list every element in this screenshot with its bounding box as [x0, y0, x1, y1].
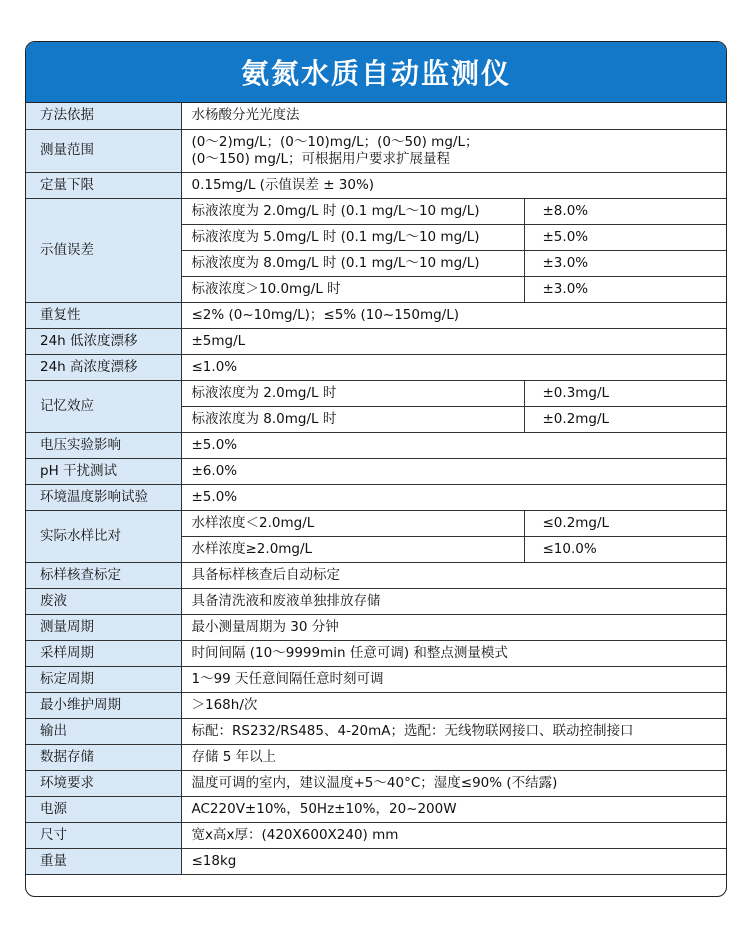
spec-card — [25, 41, 727, 897]
row-value: 时间间隔 (10～9999min 任意可调) 和整点测量模式 — [181, 640, 726, 666]
row-label: 标样核查标定 — [26, 562, 181, 588]
row-label: 电压实验影响 — [26, 432, 181, 458]
row-label: 废液 — [26, 588, 181, 614]
row-value: 具备标样核查后自动标定 — [181, 562, 726, 588]
row-label: 尺寸 — [26, 822, 181, 848]
row-value — [181, 129, 726, 172]
row-value: ±3.0% — [524, 276, 726, 302]
range-line-1: (0～2)mg/L；(0～10)mg/L；(0～50) mg/L； — [191, 133, 479, 150]
table-row — [26, 770, 726, 796]
row-value: 标配：RS232/RS485、4-20mA；选配：无线物联网接口、联动控制接口 — [181, 718, 726, 744]
row-label: 定量下限 — [26, 172, 181, 198]
page-title: 氨氮水质自动监测仪 — [26, 42, 726, 103]
table-row — [26, 302, 726, 328]
row-label: 24h 高浓度漂移 — [26, 354, 181, 380]
table-row — [26, 328, 726, 354]
table-row — [26, 796, 726, 822]
row-condition: 标液浓度＞10.0mg/L 时 — [181, 276, 524, 302]
row-value: ±8.0% — [524, 198, 726, 224]
row-condition: 水样浓度≥2.0mg/L — [181, 536, 524, 562]
row-condition: 标液浓度为 5.0mg/L 时 (0.1 mg/L～10 mg/L) — [181, 224, 524, 250]
row-value: ±0.2mg/L — [524, 406, 726, 432]
table-row — [26, 640, 726, 666]
row-label: 输出 — [26, 718, 181, 744]
row-value: ≤1.0% — [181, 354, 726, 380]
row-value: ±5.0% — [181, 484, 726, 510]
row-label: 重量 — [26, 848, 181, 874]
row-value: ±3.0% — [524, 250, 726, 276]
row-label: 24h 低浓度漂移 — [26, 328, 181, 354]
row-value: ≤10.0% — [524, 536, 726, 562]
row-label: 最小维护周期 — [26, 692, 181, 718]
row-label: 方法依据 — [26, 103, 181, 129]
table-row — [26, 458, 726, 484]
spec-table — [26, 103, 726, 875]
row-value: ≤2% (0~10mg/L)；≤5% (10~150mg/L) — [181, 302, 726, 328]
table-row — [26, 692, 726, 718]
table-row — [26, 848, 726, 874]
row-value: ＞168h/次 — [181, 692, 726, 718]
row-label: 记忆效应 — [26, 380, 181, 432]
table-row — [26, 744, 726, 770]
row-label: 实际水样比对 — [26, 510, 181, 562]
row-value: 存储 5 年以上 — [181, 744, 726, 770]
table-row — [26, 432, 726, 458]
row-label: 数据存储 — [26, 744, 181, 770]
row-label: 电源 — [26, 796, 181, 822]
table-row — [26, 588, 726, 614]
table-row — [26, 666, 726, 692]
table-row — [26, 484, 726, 510]
table-row — [26, 354, 726, 380]
row-label: 采样周期 — [26, 640, 181, 666]
row-value: ±5mg/L — [181, 328, 726, 354]
table-row — [26, 822, 726, 848]
row-condition: 标液浓度为 8.0mg/L 时 — [181, 406, 524, 432]
table-row — [26, 198, 726, 224]
table-row — [26, 562, 726, 588]
row-condition: 标液浓度为 8.0mg/L 时 (0.1 mg/L～10 mg/L) — [181, 250, 524, 276]
table-row — [26, 172, 726, 198]
row-value: 水杨酸分光光度法 — [181, 103, 726, 129]
row-value: 1～99 天任意间隔任意时刻可调 — [181, 666, 726, 692]
row-label: 示值误差 — [26, 198, 181, 302]
table-row — [26, 103, 726, 129]
row-value: AC220V±10%，50Hz±10%，20~200W — [181, 796, 726, 822]
range-line-2: (0～150) mg/L；可根据用户要求扩展量程 — [191, 150, 450, 167]
row-value: 0.15mg/L (示值误差 ± 30%) — [181, 172, 726, 198]
row-label: 环境要求 — [26, 770, 181, 796]
row-value: 宽x高x厚：(420X600X240) mm — [181, 822, 726, 848]
row-value: ±6.0% — [181, 458, 726, 484]
row-value: 温度可调的室内，建议温度+5～40°C；湿度≤90% (不结露) — [181, 770, 726, 796]
row-value: 最小测量周期为 30 分钟 — [181, 614, 726, 640]
row-condition: 标液浓度为 2.0mg/L 时 (0.1 mg/L～10 mg/L) — [181, 198, 524, 224]
row-value: 具备清洗液和废液单独排放存储 — [181, 588, 726, 614]
row-label: 环境温度影响试验 — [26, 484, 181, 510]
table-row — [26, 718, 726, 744]
row-label: pH 干扰测试 — [26, 458, 181, 484]
row-condition: 标液浓度为 2.0mg/L 时 — [181, 380, 524, 406]
row-value: ±0.3mg/L — [524, 380, 726, 406]
table-row — [26, 380, 726, 406]
table-row — [26, 614, 726, 640]
row-value: ≤0.2mg/L — [524, 510, 726, 536]
row-value: ≤18kg — [181, 848, 726, 874]
table-row — [26, 129, 726, 172]
row-value: ±5.0% — [524, 224, 726, 250]
table-row — [26, 510, 726, 536]
row-value: ±5.0% — [181, 432, 726, 458]
row-label: 重复性 — [26, 302, 181, 328]
row-label: 标定周期 — [26, 666, 181, 692]
row-condition: 水样浓度＜2.0mg/L — [181, 510, 524, 536]
row-label: 测量周期 — [26, 614, 181, 640]
row-label: 测量范围 — [26, 129, 181, 172]
